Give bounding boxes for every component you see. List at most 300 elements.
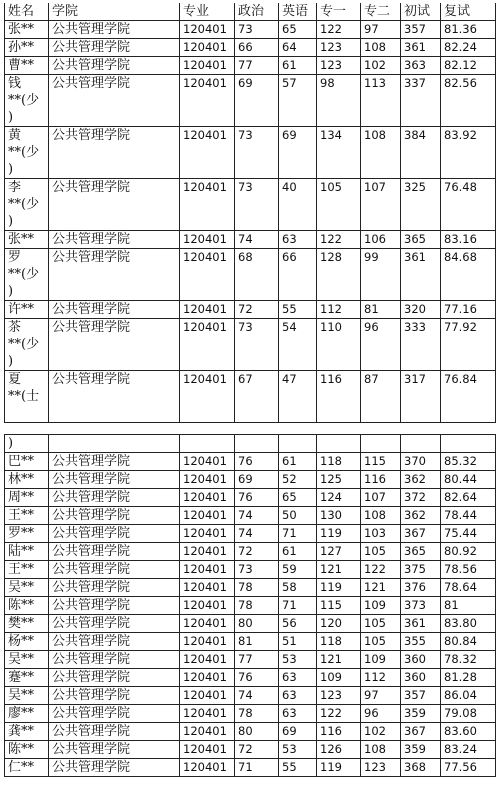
cell-name: 李 **(少 ) xyxy=(5,179,49,231)
cell-politics: 76 xyxy=(235,669,279,687)
cell-college: 公共管理学院 xyxy=(49,759,180,777)
cell-politics: 69 xyxy=(235,471,279,489)
cell-name: 罗 **(少 ) xyxy=(5,249,49,301)
cell-subject-2: 97 xyxy=(361,687,401,705)
cell-initial-score: 373 xyxy=(401,597,441,615)
cell-english: 65 xyxy=(279,21,317,39)
cell-subject-2: 107 xyxy=(361,179,401,231)
cell-politics: 76 xyxy=(235,489,279,507)
table-row xyxy=(5,723,496,741)
cell-college: 公共管理学院 xyxy=(49,301,180,319)
cell-english: 51 xyxy=(279,633,317,651)
cell-subject-2: 81 xyxy=(361,301,401,319)
cell-name: 廖** xyxy=(5,705,49,723)
cell-name: 仁** xyxy=(5,759,49,777)
cell-subject-2: 107 xyxy=(361,489,401,507)
cell-retest-score: 76.84 xyxy=(441,371,496,423)
cell-college: 公共管理学院 xyxy=(49,543,180,561)
cell-college: 公共管理学院 xyxy=(49,615,180,633)
cell-politics: 74 xyxy=(235,507,279,525)
cell-name: 周** xyxy=(5,489,49,507)
cell-major: 120401 xyxy=(180,127,235,179)
cell-college: 公共管理学院 xyxy=(49,319,180,371)
table-row xyxy=(5,231,496,249)
cell-politics: 72 xyxy=(235,301,279,319)
header-subject-2: 专二 xyxy=(361,3,401,21)
cell-english: 53 xyxy=(279,651,317,669)
cell-subject-2: 99 xyxy=(361,249,401,301)
cell-major: 120401 xyxy=(180,39,235,57)
cell-politics: 67 xyxy=(235,371,279,423)
cell-name: 龚** xyxy=(5,723,49,741)
cell-english: 63 xyxy=(279,231,317,249)
header-row xyxy=(5,3,496,21)
cell-initial-score: 359 xyxy=(401,705,441,723)
cell-subject-2: 105 xyxy=(361,543,401,561)
cell-subject-1: 119 xyxy=(317,759,361,777)
cell-initial-score: 317 xyxy=(401,371,441,423)
cell-politics: 78 xyxy=(235,597,279,615)
cell-subject-1: 120 xyxy=(317,615,361,633)
header-name: 姓名 xyxy=(5,3,49,21)
cell-english: 66 xyxy=(279,249,317,301)
cell-subject-1: 119 xyxy=(317,579,361,597)
cell-retest-score: 75.44 xyxy=(441,525,496,543)
cell-politics: 74 xyxy=(235,525,279,543)
cell-retest-score: 78.56 xyxy=(441,561,496,579)
cell-major: 120401 xyxy=(180,249,235,301)
cell-politics: 73 xyxy=(235,179,279,231)
cell-name: 张** xyxy=(5,231,49,249)
header-college: 学院 xyxy=(49,3,180,21)
table-row xyxy=(5,741,496,759)
cell-college: 公共管理学院 xyxy=(49,39,180,57)
cell-major: 120401 xyxy=(180,543,235,561)
cell-college: 公共管理学院 xyxy=(49,371,180,423)
cell-subject-2: 116 xyxy=(361,471,401,489)
cell-politics: 72 xyxy=(235,741,279,759)
cell-college: 公共管理学院 xyxy=(49,579,180,597)
cell-name: 陈** xyxy=(5,597,49,615)
cell-initial-score: 337 xyxy=(401,75,441,127)
cell-retest-score: 83.16 xyxy=(441,231,496,249)
score-table-bottom xyxy=(4,434,496,777)
cell-major: 120401 xyxy=(180,453,235,471)
cell-initial-score: 360 xyxy=(401,651,441,669)
cell-retest-score: 76.48 xyxy=(441,179,496,231)
cell-politics: 77 xyxy=(235,651,279,669)
cell-major: 120401 xyxy=(180,687,235,705)
table-row xyxy=(5,319,496,371)
cell-major: 120401 xyxy=(180,371,235,423)
cell-initial-score: 362 xyxy=(401,507,441,525)
cell-college: 公共管理学院 xyxy=(49,127,180,179)
cell-retest-score: 79.08 xyxy=(441,705,496,723)
cell-subject-1: 110 xyxy=(317,319,361,371)
cell-english: 58 xyxy=(279,579,317,597)
cell-name: 吴** xyxy=(5,579,49,597)
cell-college: 公共管理学院 xyxy=(49,489,180,507)
cell-name: 杨** xyxy=(5,633,49,651)
cell-college: 公共管理学院 xyxy=(49,21,180,39)
cell-college: 公共管理学院 xyxy=(49,687,180,705)
cell-retest-score: 83.92 xyxy=(441,127,496,179)
cell-subject-2: 105 xyxy=(361,615,401,633)
cell-politics: 66 xyxy=(235,39,279,57)
cell-subject-1: 105 xyxy=(317,179,361,231)
table-row xyxy=(5,579,496,597)
cell-major: 120401 xyxy=(180,669,235,687)
cell-politics: 80 xyxy=(235,615,279,633)
cell-subject-1: 130 xyxy=(317,507,361,525)
cell-major: 120401 xyxy=(180,741,235,759)
cell-english: 47 xyxy=(279,371,317,423)
cell-subject-1: 122 xyxy=(317,21,361,39)
cell-name: 陆** xyxy=(5,543,49,561)
table-row xyxy=(5,249,496,301)
cell-subject-2: 97 xyxy=(361,21,401,39)
cell-college: 公共管理学院 xyxy=(49,471,180,489)
cell-major: 120401 xyxy=(180,579,235,597)
cell-politics: 73 xyxy=(235,127,279,179)
cell-subject-2: 105 xyxy=(361,633,401,651)
cell-name: 张** xyxy=(5,21,49,39)
cell-major: 120401 xyxy=(180,301,235,319)
cell-initial-score: 363 xyxy=(401,57,441,75)
cell-retest-score: 86.04 xyxy=(441,687,496,705)
cell-major: 120401 xyxy=(180,231,235,249)
cell-college: 公共管理学院 xyxy=(49,507,180,525)
cell-name: 吴** xyxy=(5,687,49,705)
cell-major: 120401 xyxy=(180,705,235,723)
cell-initial-score: 375 xyxy=(401,561,441,579)
table-row xyxy=(5,651,496,669)
cell-initial-score: 355 xyxy=(401,633,441,651)
cell-name: 曹** xyxy=(5,57,49,75)
table-row xyxy=(5,301,496,319)
cell-retest-score: 84.68 xyxy=(441,249,496,301)
cell-retest-score: 78.32 xyxy=(441,651,496,669)
cell-major: 120401 xyxy=(180,615,235,633)
cell-retest-score: 85.32 xyxy=(441,453,496,471)
cell-initial-score: 359 xyxy=(401,741,441,759)
cell-initial-score: 384 xyxy=(401,127,441,179)
cell-subject-1: 123 xyxy=(317,39,361,57)
cell-english: 50 xyxy=(279,507,317,525)
cell-retest-score: 80.44 xyxy=(441,471,496,489)
continuation-row xyxy=(5,435,496,453)
cell-subject-2: 108 xyxy=(361,507,401,525)
cell-college: 公共管理学院 xyxy=(49,249,180,301)
table-row xyxy=(5,543,496,561)
cell-initial-score: 367 xyxy=(401,723,441,741)
cell-english: 71 xyxy=(279,525,317,543)
score-table-top xyxy=(4,3,496,423)
cell-retest-score: 82.56 xyxy=(441,75,496,127)
cell-english: 52 xyxy=(279,471,317,489)
table-row xyxy=(5,21,496,39)
cell-subject-2: 113 xyxy=(361,75,401,127)
cell-name: 孙** xyxy=(5,39,49,57)
cell-initial-score: 320 xyxy=(401,301,441,319)
cell-major: 120401 xyxy=(180,507,235,525)
cell-retest-score: 78.64 xyxy=(441,579,496,597)
cell-initial-score: 365 xyxy=(401,543,441,561)
cell-politics: 78 xyxy=(235,579,279,597)
cell-politics: 72 xyxy=(235,543,279,561)
cell-name: 巴** xyxy=(5,453,49,471)
header-politics: 政治 xyxy=(235,3,279,21)
cell-name: 吴** xyxy=(5,651,49,669)
cell-subject-1: 122 xyxy=(317,705,361,723)
cell-english: 53 xyxy=(279,741,317,759)
cell-major: 120401 xyxy=(180,723,235,741)
cell-english: 63 xyxy=(279,669,317,687)
header-subject-1: 专一 xyxy=(317,3,361,21)
cell-college: 公共管理学院 xyxy=(49,597,180,615)
cell-major: 120401 xyxy=(180,21,235,39)
cell-major: 120401 xyxy=(180,489,235,507)
cell-retest-score: 83.24 xyxy=(441,741,496,759)
cell-retest-score: 82.12 xyxy=(441,57,496,75)
cell-initial-score: 368 xyxy=(401,759,441,777)
cell-initial-score: 361 xyxy=(401,249,441,301)
table-row xyxy=(5,179,496,231)
cell-english: 69 xyxy=(279,127,317,179)
cell-politics: 76 xyxy=(235,453,279,471)
cell-initial-score: 372 xyxy=(401,489,441,507)
cell-major: 120401 xyxy=(180,597,235,615)
cell-name: 夏 **(士 xyxy=(5,371,49,423)
cell-college: 公共管理学院 xyxy=(49,453,180,471)
cell-english: 61 xyxy=(279,543,317,561)
cell-college: 公共管理学院 xyxy=(49,57,180,75)
cell-english: 55 xyxy=(279,759,317,777)
cell-english: 55 xyxy=(279,301,317,319)
cell-politics: 80 xyxy=(235,723,279,741)
cell-college: 公共管理学院 xyxy=(49,75,180,127)
cell-english: 64 xyxy=(279,39,317,57)
table-row xyxy=(5,615,496,633)
table-row xyxy=(5,127,496,179)
cell-college: 公共管理学院 xyxy=(49,561,180,579)
table-row xyxy=(5,57,496,75)
cell-initial-score: 333 xyxy=(401,319,441,371)
cell-subject-1: 118 xyxy=(317,453,361,471)
cell-politics: 71 xyxy=(235,759,279,777)
cell-retest-score: 82.24 xyxy=(441,39,496,57)
cell-subject-2: 106 xyxy=(361,231,401,249)
cell-english: 63 xyxy=(279,705,317,723)
cell-politics: 74 xyxy=(235,231,279,249)
cell-subject-2: 96 xyxy=(361,319,401,371)
table-row xyxy=(5,525,496,543)
cell-college: 公共管理学院 xyxy=(49,231,180,249)
cell-retest-score: 80.84 xyxy=(441,633,496,651)
cell-subject-2: 87 xyxy=(361,371,401,423)
cell-subject-1: 123 xyxy=(317,57,361,75)
cell-subject-1: 127 xyxy=(317,543,361,561)
table-row xyxy=(5,39,496,57)
cell-initial-score: 370 xyxy=(401,453,441,471)
table-row xyxy=(5,759,496,777)
cell-subject-1: 116 xyxy=(317,371,361,423)
cell-initial-score: 357 xyxy=(401,687,441,705)
continuation-text: ) xyxy=(5,435,49,453)
cell-major: 120401 xyxy=(180,633,235,651)
cell-retest-score: 81.28 xyxy=(441,669,496,687)
cell-retest-score: 83.80 xyxy=(441,615,496,633)
table-row xyxy=(5,687,496,705)
cell-english: 54 xyxy=(279,319,317,371)
cell-english: 63 xyxy=(279,687,317,705)
cell-politics: 73 xyxy=(235,319,279,371)
cell-subject-1: 121 xyxy=(317,651,361,669)
cell-subject-1: 112 xyxy=(317,301,361,319)
cell-college: 公共管理学院 xyxy=(49,179,180,231)
cell-english: 61 xyxy=(279,57,317,75)
cell-subject-2: 122 xyxy=(361,561,401,579)
cell-politics: 68 xyxy=(235,249,279,301)
cell-subject-1: 98 xyxy=(317,75,361,127)
cell-retest-score: 81 xyxy=(441,597,496,615)
cell-politics: 69 xyxy=(235,75,279,127)
cell-retest-score: 78.44 xyxy=(441,507,496,525)
cell-name: 蹇** xyxy=(5,669,49,687)
cell-subject-2: 96 xyxy=(361,705,401,723)
cell-politics: 77 xyxy=(235,57,279,75)
cell-subject-1: 134 xyxy=(317,127,361,179)
cell-name: 王** xyxy=(5,561,49,579)
table-row xyxy=(5,669,496,687)
header-major: 专业 xyxy=(180,3,235,21)
cell-initial-score: 361 xyxy=(401,615,441,633)
cell-major: 120401 xyxy=(180,651,235,669)
cell-english: 59 xyxy=(279,561,317,579)
cell-retest-score: 83.60 xyxy=(441,723,496,741)
cell-subject-2: 115 xyxy=(361,453,401,471)
cell-english: 57 xyxy=(279,75,317,127)
table-row xyxy=(5,489,496,507)
header-initial-score: 初试 xyxy=(401,3,441,21)
cell-college: 公共管理学院 xyxy=(49,741,180,759)
cell-initial-score: 360 xyxy=(401,669,441,687)
cell-subject-1: 124 xyxy=(317,489,361,507)
cell-subject-2: 102 xyxy=(361,57,401,75)
cell-subject-1: 118 xyxy=(317,633,361,651)
cell-major: 120401 xyxy=(180,471,235,489)
cell-english: 69 xyxy=(279,723,317,741)
cell-english: 56 xyxy=(279,615,317,633)
cell-politics: 73 xyxy=(235,561,279,579)
cell-subject-1: 119 xyxy=(317,525,361,543)
cell-subject-1: 121 xyxy=(317,561,361,579)
cell-retest-score: 77.16 xyxy=(441,301,496,319)
cell-subject-1: 122 xyxy=(317,231,361,249)
cell-politics: 74 xyxy=(235,687,279,705)
cell-college: 公共管理学院 xyxy=(49,525,180,543)
cell-name: 樊** xyxy=(5,615,49,633)
cell-college: 公共管理学院 xyxy=(49,669,180,687)
cell-subject-2: 112 xyxy=(361,669,401,687)
cell-name: 王** xyxy=(5,507,49,525)
header-retest-score: 复试 xyxy=(441,3,496,21)
cell-subject-1: 115 xyxy=(317,597,361,615)
table-row xyxy=(5,507,496,525)
table-row xyxy=(5,453,496,471)
table-row xyxy=(5,75,496,127)
cell-major: 120401 xyxy=(180,179,235,231)
table-row xyxy=(5,633,496,651)
cell-subject-1: 128 xyxy=(317,249,361,301)
cell-subject-2: 108 xyxy=(361,39,401,57)
cell-subject-2: 121 xyxy=(361,579,401,597)
cell-subject-1: 109 xyxy=(317,669,361,687)
cell-name: 罗** xyxy=(5,525,49,543)
cell-english: 71 xyxy=(279,597,317,615)
header-english: 英语 xyxy=(279,3,317,21)
cell-politics: 73 xyxy=(235,21,279,39)
table-row xyxy=(5,705,496,723)
cell-initial-score: 362 xyxy=(401,471,441,489)
cell-name: 茶 **(少 ) xyxy=(5,319,49,371)
cell-name: 许** xyxy=(5,301,49,319)
cell-college: 公共管理学院 xyxy=(49,651,180,669)
cell-name: 钱 **(少 ) xyxy=(5,75,49,127)
cell-retest-score: 81.36 xyxy=(441,21,496,39)
cell-english: 61 xyxy=(279,453,317,471)
cell-subject-2: 108 xyxy=(361,127,401,179)
table-row xyxy=(5,471,496,489)
cell-name: 林** xyxy=(5,471,49,489)
cell-initial-score: 365 xyxy=(401,231,441,249)
cell-subject-1: 116 xyxy=(317,723,361,741)
table-row xyxy=(5,371,496,423)
cell-subject-2: 123 xyxy=(361,759,401,777)
cell-major: 120401 xyxy=(180,561,235,579)
cell-politics: 81 xyxy=(235,633,279,651)
cell-subject-2: 109 xyxy=(361,651,401,669)
cell-initial-score: 325 xyxy=(401,179,441,231)
cell-initial-score: 376 xyxy=(401,579,441,597)
cell-name: 黄 **(少 ) xyxy=(5,127,49,179)
cell-subject-1: 125 xyxy=(317,471,361,489)
cell-major: 120401 xyxy=(180,319,235,371)
cell-subject-2: 103 xyxy=(361,525,401,543)
cell-major: 120401 xyxy=(180,75,235,127)
cell-initial-score: 357 xyxy=(401,21,441,39)
cell-college: 公共管理学院 xyxy=(49,705,180,723)
cell-major: 120401 xyxy=(180,759,235,777)
cell-retest-score: 77.92 xyxy=(441,319,496,371)
cell-subject-1: 123 xyxy=(317,687,361,705)
cell-major: 120401 xyxy=(180,57,235,75)
cell-retest-score: 80.92 xyxy=(441,543,496,561)
table-row xyxy=(5,561,496,579)
cell-initial-score: 361 xyxy=(401,39,441,57)
cell-college: 公共管理学院 xyxy=(49,633,180,651)
cell-subject-2: 102 xyxy=(361,723,401,741)
cell-subject-1: 126 xyxy=(317,741,361,759)
cell-politics: 78 xyxy=(235,705,279,723)
cell-english: 65 xyxy=(279,489,317,507)
cell-english: 40 xyxy=(279,179,317,231)
cell-college: 公共管理学院 xyxy=(49,723,180,741)
table-bottom-body xyxy=(5,435,496,777)
cell-subject-2: 108 xyxy=(361,741,401,759)
cell-initial-score: 367 xyxy=(401,525,441,543)
cell-retest-score: 77.56 xyxy=(441,759,496,777)
